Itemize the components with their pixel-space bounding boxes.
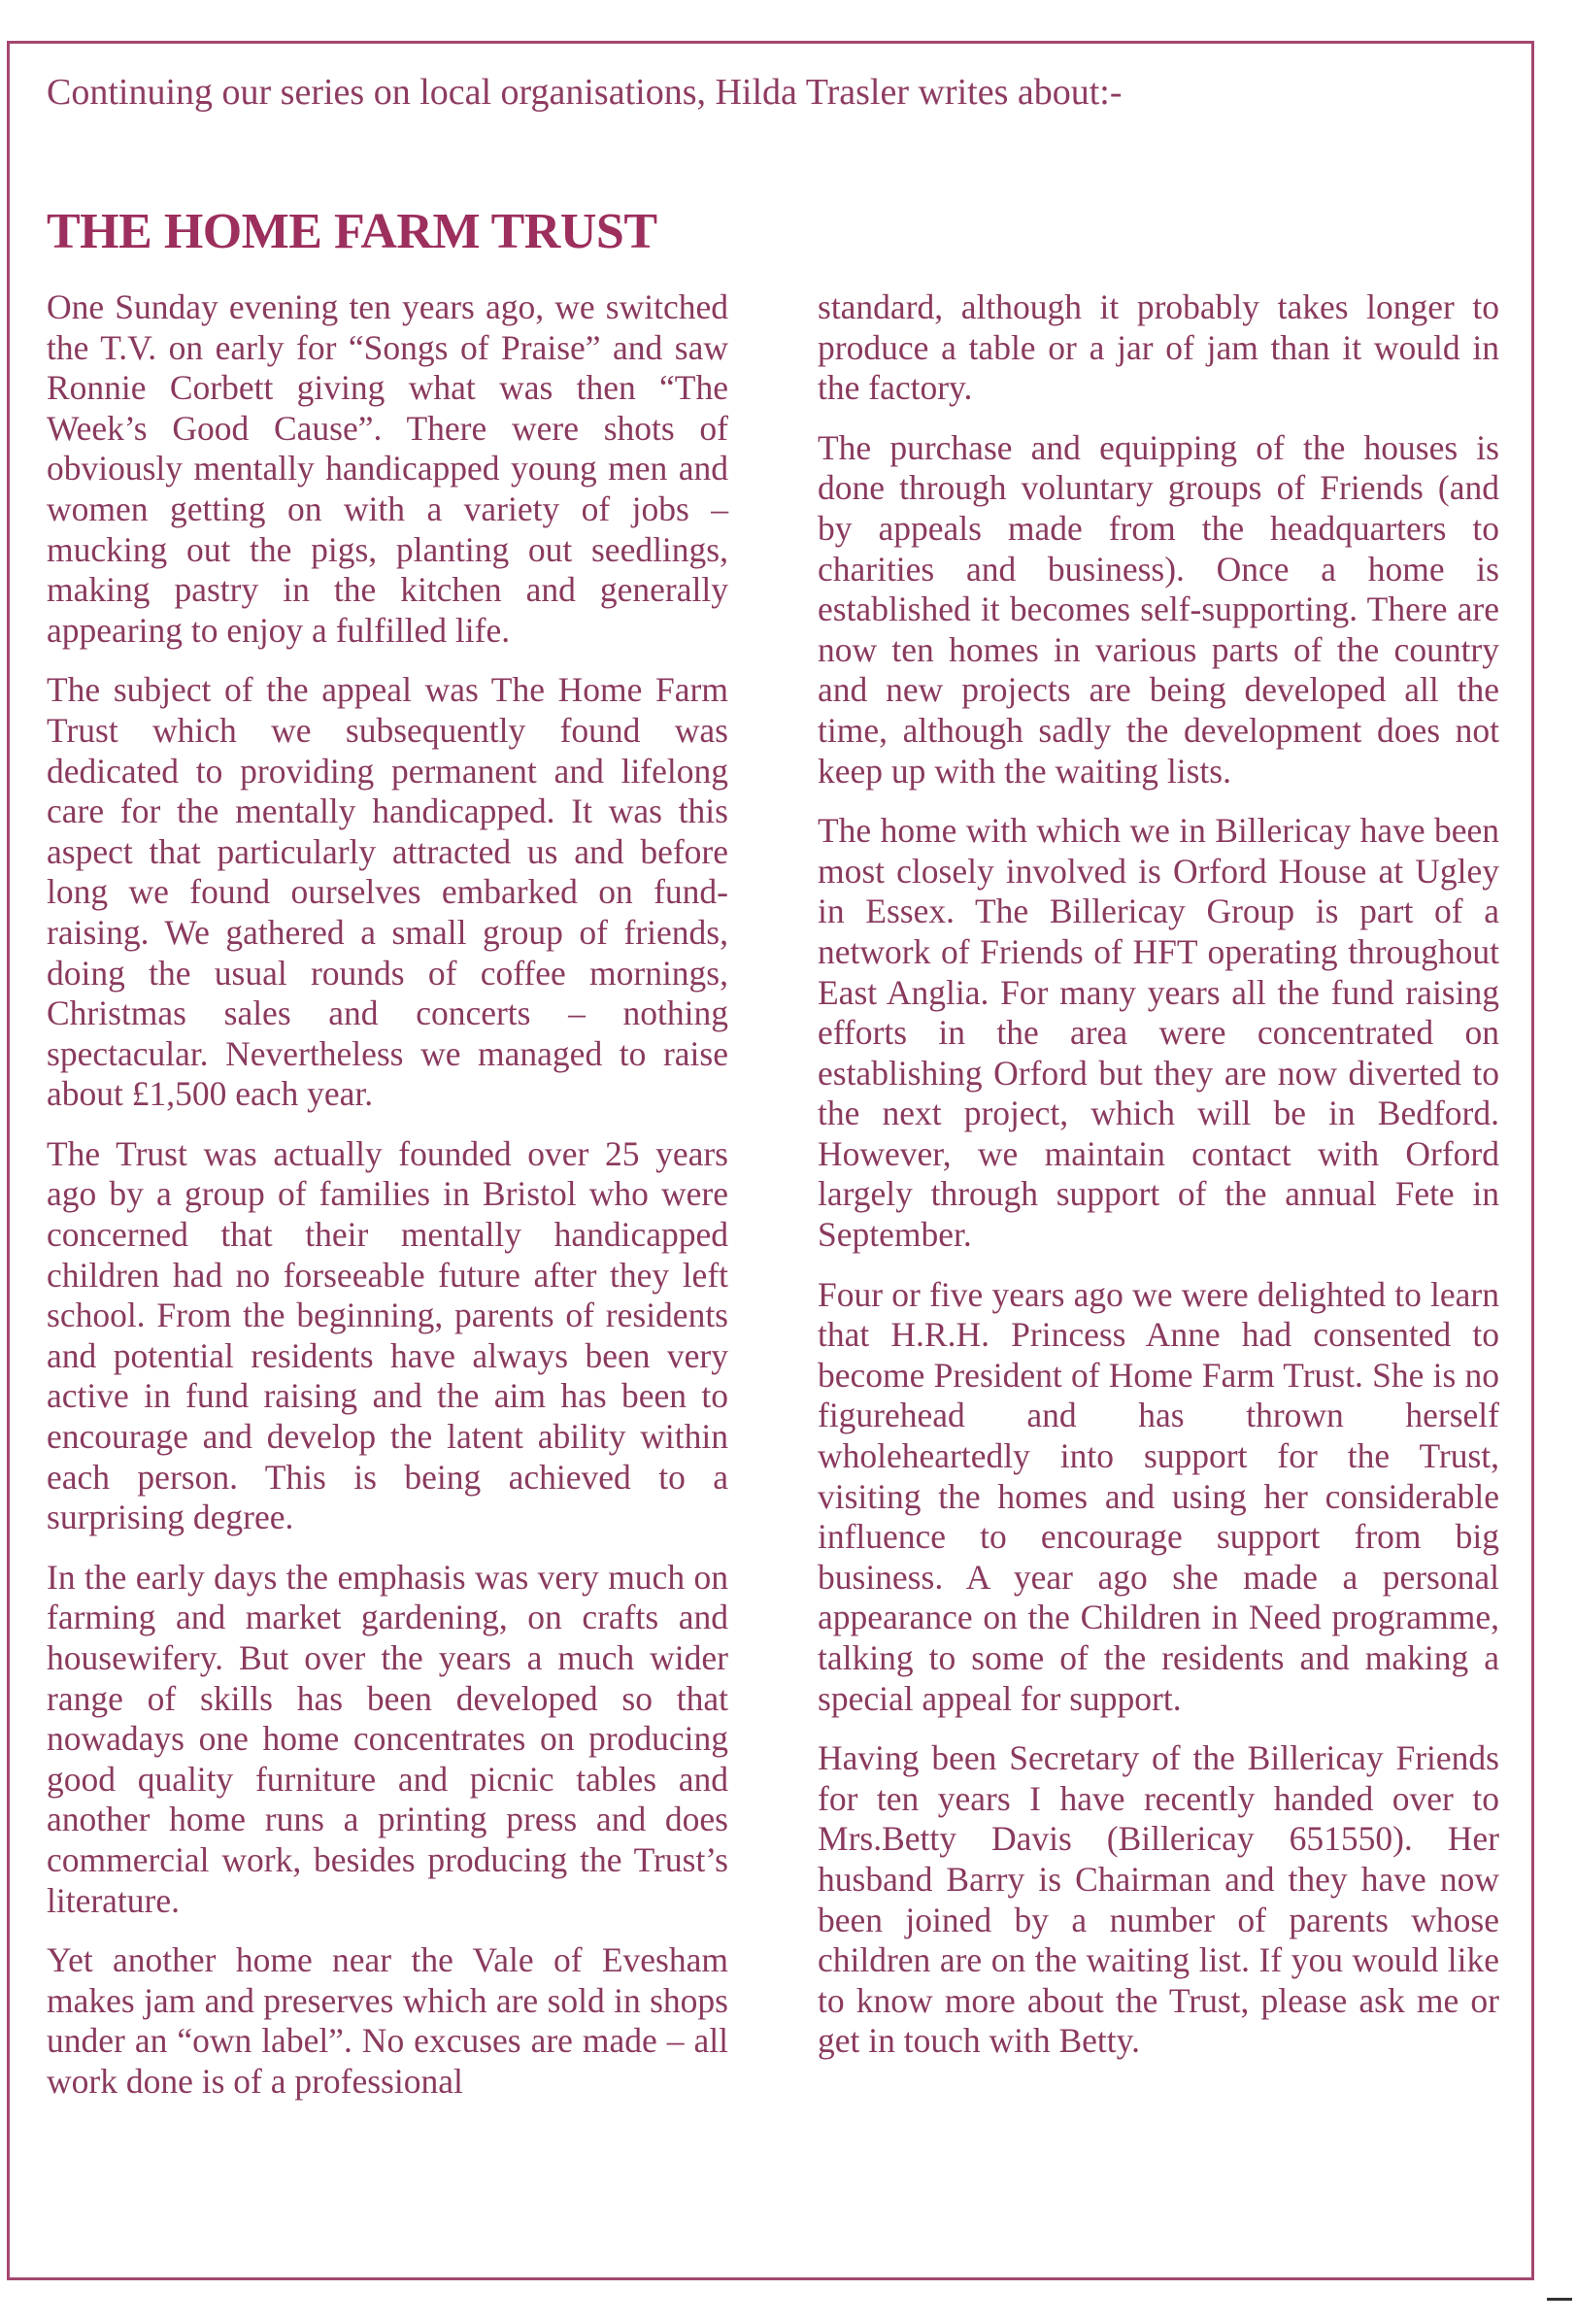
article-title: THE HOME FARM TRUST (47, 203, 657, 259)
page-corner-mark (1547, 2298, 1572, 2301)
paragraph: The subject of the appeal was The Home Farm Trust which we subsequently found was dedicated to providing permanent and lifelong care for the mentally handicapped. It was this aspect that particularly attracted us and before long we found ourselves embarked on fund-raising. We gathered a small group of friends, doing the usual rounds of coffee mornings, Christmas sales and concerts – nothing spectacular. Nevertheless we managed to raise about £1,500 each year. (47, 670, 728, 1114)
paragraph: The Trust was actually founded over 25 years ago by a group of families in Bristol who were concerned that their mentally handicapped children had no forseeable future after they left school. From the beginning, parents of residents and potential residents have always been very active in fund raising and the aim has been to encourage and develop the latent ability within each person. This is being achieved to a surprising degree. (47, 1133, 728, 1537)
paragraph: One Sunday evening ten years ago, we switched the T.V. on early for “Songs of Praise” and saw Ronnie Corbett giving what was then “The Week’s Good Cause”. There were shots of obviously mentally handicapped young men and women getting on with a variety of jobs – mucking out the pigs, planting out seedlings, making pastry in the kitchen and generally appearing to enjoy a fulfilled life. (47, 287, 728, 650)
paragraph: Having been Secretary of the Billericay Friends for ten years I have recently handed over to Mrs.Betty Davis (Billericay 651550). Her husband Barry is Chairman and they have now been joined by a number of parents whose children are on the waiting list. If you would like to know more about the Trust, please ask me or get in touch with Betty. (818, 1738, 1499, 2061)
series-intro: Continuing our series on local organisations, Hilda Trasler writes about:- (47, 72, 1123, 113)
paragraph: Four or five years ago we were delighted to learn that H.R.H. Princess Anne had consented to become President of Home Farm Trust. She is no figurehead and has thrown herself wholeheartedly into support for the Trust, visiting the homes and using her considerable influence to encourage support from big business. A year ago she made a personal appearance on the Children in Need programme, talking to some of the residents and making a special appeal for support. (818, 1274, 1499, 1718)
article-column-right (818, 287, 1499, 2081)
paragraph: standard, although it probably takes longer to produce a table or a jar of jam than it would in the factory. (818, 287, 1499, 408)
paragraph: In the early days the emphasis was very much on farming and market gardening, on crafts and housewifery. But over the years a much wider range of skills has been developed so that nowadays one home concentrates on producing good quality furniture and picnic tables and another home runs a printing press and does commercial work, besides producing the Trust’s literature. (47, 1557, 728, 1920)
paragraph: The purchase and equipping of the houses is done through voluntary groups of Friends (and by appeals made from the headquarters to charities and business). Once a home is established it becomes self-supporting. There are now ten homes in various parts of the country and new projects are being developed all the time, although sadly the development does not keep up with the waiting lists. (818, 427, 1499, 791)
article-column-left (47, 287, 728, 2122)
paragraph: Yet another home near the Vale of Evesham makes jam and preserves which are sold in shops under an “own label”. No excuses are made – all work done is of a professional (47, 1940, 728, 2101)
paragraph: The home with which we in Billericay have been most closely involved is Orford House at Ugley in Essex. The Billericay Group is part of a network of Friends of HFT operating throughout East Anglia. For many years all the fund raising efforts in the area were concentrated on establishing Orford but they are now diverted to the next project, which will be in Bedford. However, we maintain contact with Orford largely through support of the annual Fete in September. (818, 811, 1499, 1255)
